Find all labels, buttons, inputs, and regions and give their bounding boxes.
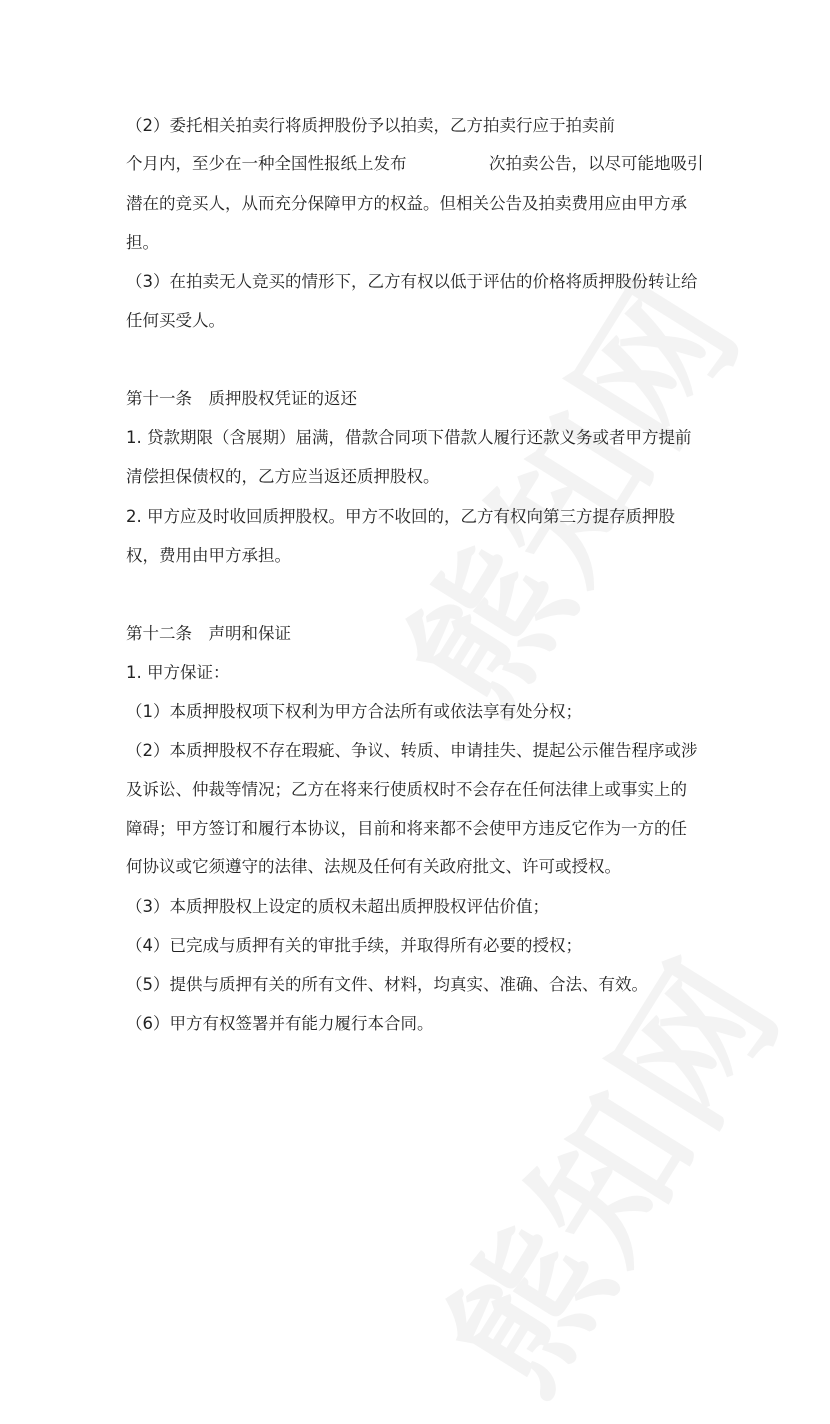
text-line: （5）提供与质押有关的所有文件、材料，均真实、准确、合法、有效。: [126, 975, 648, 994]
text-line: （6）甲方有权签署并有能力履行本合同。: [126, 1014, 434, 1033]
watermark: [348, 232, 779, 743]
text-line: 何协议或它须遵守的法律、法规及任何有关政府批文、许可或授权。: [126, 857, 621, 876]
text-line: 1. 贷款期限（含展期）届满，借款合同项下借款人履行还款义务或者甲方提前: [126, 428, 692, 447]
text-line: 权，费用由甲方承担。: [126, 546, 291, 565]
text-line: 清偿担保债权的，乙方应当返还质押股权。: [126, 467, 440, 486]
text-line: 2. 甲方应及时收回质押股权。甲方不收回的，乙方有权向第三方提存质押股: [126, 507, 675, 526]
text-line: 1. 甲方保证：: [126, 663, 230, 682]
text-line: （4）已完成与质押有关的审批手续，并取得所有必要的授权；: [126, 936, 582, 955]
section-heading-11: 第十一条 质押股权凭证的返还: [126, 389, 357, 408]
text-line: （3）本质押股权上设定的质权未超出质押股权评估价值；: [126, 897, 549, 916]
text-line: 及诉讼、仲裁等情况；乙方在将来行使质权时不会存在任何法律上或事实上的: [126, 780, 687, 799]
text-line: 障碍；甲方签订和履行本协议，目前和将来都不会使甲方违反它作为一方的任: [126, 819, 687, 838]
text-line: （3）在拍卖无人竞买的情形下，乙方有权以低于评估的价格将质押股份转让给: [126, 272, 698, 291]
text-line: 个月内，至少在一种全国性报纸上发布 次拍卖公告，以尽可能地吸引: [126, 154, 704, 173]
section-heading-12: 第十二条 声明和保证: [126, 624, 291, 643]
text-line: 任何买受人。: [126, 311, 225, 330]
text-line: 担。: [126, 233, 159, 252]
text-line: （2）委托相关拍卖行将质押股份予以拍卖，乙方拍卖行应于拍卖前: [126, 116, 615, 135]
text-line: （2）本质押股权不存在瑕疵、争议、转质、申请挂失、提起公示催告程序或涉: [126, 741, 698, 760]
text-line: （1）本质押股权项下权利为甲方合法所有或依法享有处分权；: [126, 702, 582, 721]
text-line: 潜在的竞买人，从而充分保障甲方的权益。但相关公告及拍卖费用应由甲方承: [126, 194, 687, 213]
